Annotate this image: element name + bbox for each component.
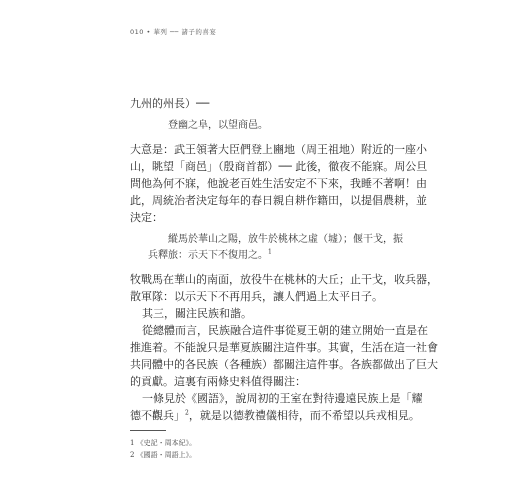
body-line: 山，眺望「商邑」（殷商首都）── 此後，徹夜不能寐。周公旦: [130, 160, 428, 173]
body-line: 一條見於《國語》，說周初的王室在對待邊遠民族上是「耀: [142, 392, 423, 405]
body-line: 德不觀兵」$^2$，就是以德教禮儀相待，而不希望以兵戎相見。: [130, 409, 420, 422]
footnote-ref-2: 2: [185, 409, 189, 417]
body-line: 牧戰馬在華山的南面，放役牛在桃林的大丘；止干戈，收兵器，: [130, 273, 438, 286]
section-heading: 其三，關注民族和諧。: [142, 307, 252, 320]
body-line: 散軍隊：以示天下不再用兵，讓人們過上太平日子。: [130, 290, 383, 303]
body-line: 的貢獻。這裏有兩條史料值得關注：: [130, 375, 306, 388]
body-line: 問他為何不寐，他說老百姓生活安定不下來，我睡不著啊！由: [130, 177, 427, 190]
footnote-rule: [130, 430, 166, 431]
body-line: 此，周統治者決定每年的春日親自耕作籍田，以提倡農耕，並: [130, 194, 427, 207]
body-line: 大意是：武王領著大臣們登上豳地（周王祖地）附近的一座小: [130, 143, 427, 156]
quote-line: 登幽之阜，以望商邑。: [168, 120, 268, 131]
footnote-1: 1 《史記・周本紀》。: [130, 439, 197, 447]
footnote-2: 2 《國語・周語上》。: [130, 451, 197, 459]
body-line: 決定：: [130, 211, 163, 224]
body-line: 共同體中的各民族（各種族）都關注這件事。各族都做出了巨大: [130, 358, 438, 371]
running-head: 010 • 華列 ── 諸子的喜宴: [130, 28, 217, 36]
quote-line: 兵釋旅：示天下不復用之。$^1$: [148, 248, 272, 261]
quote-line: 縱馬於華山之陽，放牛於桃林之虛（墟）；偃干戈，振: [168, 234, 403, 245]
body-line: 九州的州長）──: [130, 97, 210, 110]
footnote-ref-1: 1: [268, 248, 272, 256]
body-line: 從總體而言，民族融合這件事從夏王朝的建立開始一直是在: [142, 324, 428, 337]
body-line: 推進着。不能說只是華夏族關注這件事。其實，生活在這一社會: [130, 341, 438, 354]
